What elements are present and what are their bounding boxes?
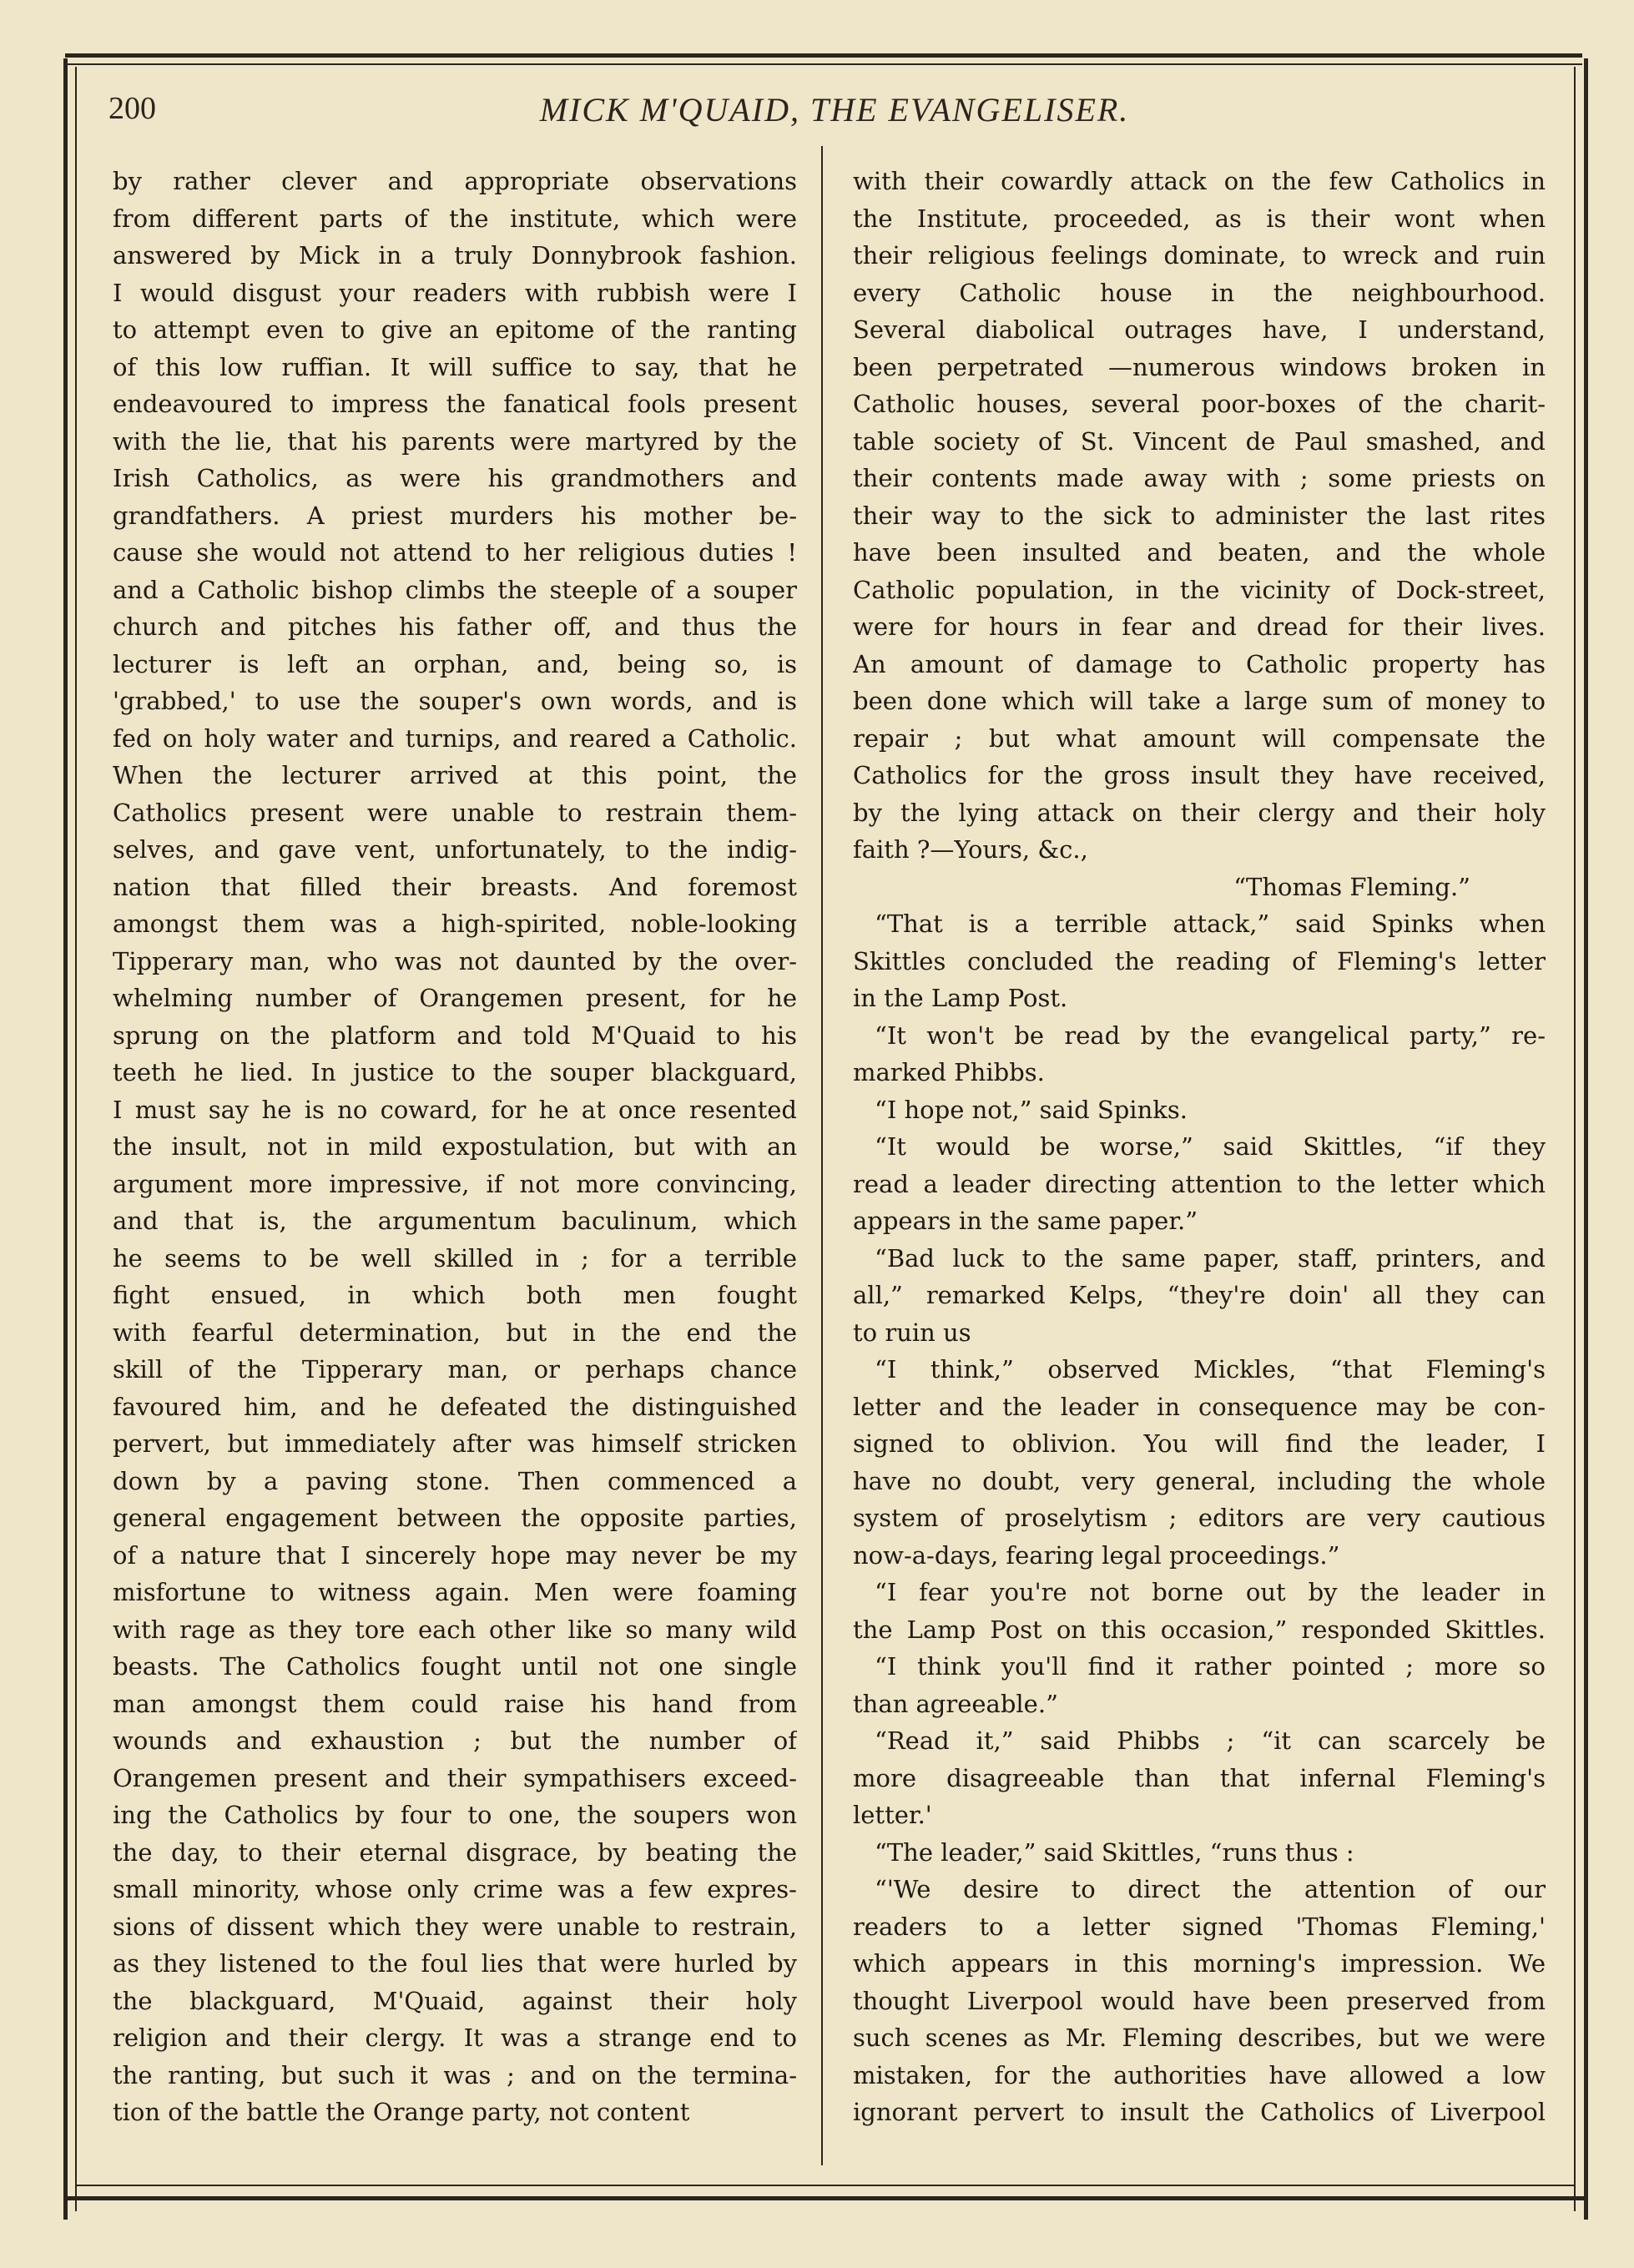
text-line: skill of the Tipperary man, or perhaps chance [113,1355,797,1383]
text-line: have been insulted and beaten, and the whole [853,538,1546,567]
text-line: signed to oblivion. You will find the leader, I [853,1429,1546,1458]
text-line: have no doubt, very general, including the whole [853,1466,1546,1495]
text-line: which appears in this morning's impression. We [853,1949,1546,1978]
text-line: I must say he is no coward, for he at once resented [113,1095,797,1124]
text-line: of this low ruffian. It will suffice to say, that he [113,352,797,381]
text-line: the day, to their eternal disgrace, by beating the [113,1837,797,1867]
bottom-border-rule [65,2196,1586,2200]
text-line: their contents made away with ; some priests on [853,464,1546,492]
text-line: were for hours in fear and dread for their lives. [853,612,1546,641]
text-line: Catholic population, in the vicinity of Dock-street, [853,575,1546,604]
text-line: “It won't be read by the evangelical party,” re- [875,1021,1546,1050]
text-line: and that is, the argumentum baculinum, which [113,1207,797,1235]
text-line: amongst them was a high-spirited, noble-looking [113,910,797,938]
text-line: nation that filled their breasts. And foremost [113,872,797,901]
text-line: letter.' [853,1801,932,1829]
text-line: system of proselytism ; editors are very cautious [853,1504,1546,1532]
text-line: Catholic houses, several poor-boxes of the charit- [853,390,1546,418]
top-border-rule [65,53,1582,58]
text-line: Catholics present were unable to restrain them- [113,798,797,827]
text-line: answered by Mick in a truly Donnybrook fashion. [113,241,797,270]
text-line: sprung on the platform and told M'Quaid to his [113,1021,797,1050]
text-line: grandfathers. A priest murders his mother be- [113,501,797,530]
text-line: the blackguard, M'Quaid, against their holy [113,1986,797,2015]
text-line: faith ?—Yours, &c., [853,835,1088,864]
text-line: every Catholic house in the neighbourhood. [853,278,1546,307]
right-text-column [853,163,1546,2131]
text-line: cause she would not attend to her religious duties ! [113,538,797,567]
text-line: ignorant pervert to insult the Catholics of Liverpool [853,2098,1546,2126]
text-line: tion of the battle the Orange party, not content [113,2098,690,2126]
text-line: Tipperary man, who was not daunted by the over- [113,946,797,975]
text-line: Orangemen present and their sympathisers exceed- [113,1763,797,1792]
text-line: as they listened to the foul lies that were hurled by [113,1949,797,1978]
text-line: “I fear you're not borne out by the leader in [875,1578,1546,1606]
text-line: to ruin us [853,1318,971,1347]
text-line: Skittles concluded the reading of Fleming's letter [853,946,1546,975]
text-line: by rather clever and appropriate observations [113,167,797,195]
text-line: selves, and gave vent, unfortunately, to the indig- [113,835,797,864]
text-line: An amount of damage to Catholic property has [853,649,1546,678]
text-line: “I hope not,” said Spinks. [875,1095,1188,1124]
text-line: more disagreeable than that infernal Fleming's [853,1763,1546,1792]
text-line: “That is a terrible attack,” said Spinks when [875,910,1546,938]
left-text-column [113,163,797,2131]
text-line: pervert, but immediately after was himself stricken [113,1429,797,1458]
text-line: argument more impressive, if not more convincing, [113,1169,797,1198]
text-line: religion and their clergy. It was a strange end to [113,2024,797,2052]
text-line: Irish Catholics, as were his grandmothers and [113,464,797,492]
text-line: with rage as they tore each other like so many wild [113,1615,797,1644]
text-line: in the Lamp Post. [853,984,1068,1012]
text-line: I would disgust your readers with rubbish were I [113,278,797,307]
text-line: their religious feelings dominate, to wreck and ruin [853,241,1546,270]
text-line: “The leader,” said Skittles, “runs thus : [875,1837,1354,1867]
page-number: 200 [108,91,156,126]
text-line: endeavoured to impress the fanatical fools present [113,390,797,418]
text-line: mistaken, for the authorities have allowed a low [853,2060,1546,2089]
text-line: such scenes as Mr. Fleming describes, but we were [853,2024,1546,2052]
text-line: and a Catholic bishop climbs the steeple of a souper [113,575,797,604]
text-line: the insult, not in mild expostulation, but with an [113,1132,797,1161]
text-line: lecturer is left an orphan, and, being so, is [113,649,797,678]
text-line: favoured him, and he defeated the distinguished [113,1392,797,1421]
text-line: read a leader directing attention to the letter which [853,1169,1546,1198]
text-line: the Institute, proceeded, as is their wont when [853,204,1546,233]
text-line: “It would be worse,” said Skittles, “if they [875,1132,1546,1161]
bottom-border-inner-rule [75,2185,1576,2186]
text-line: Several diabolical outrages have, I understand, [853,315,1546,344]
column-divider [821,146,823,2165]
text-line: “'We desire to direct the attention of our [875,1875,1546,1903]
text-line: fight ensued, in which both men fought [113,1281,797,1309]
text-line: he seems to be well skilled in ; for a terrible [113,1243,797,1273]
text-line: sions of dissent which they were unable to restrain, [113,1912,797,1941]
text-line: table society of St. Vincent de Paul smashed, and [853,426,1546,456]
text-line: their way to the sick to administer the last rites [853,501,1546,530]
text-line: When the lecturer arrived at this point, the [113,761,797,789]
text-line: the Lamp Post on this occasion,” responded Skittles. [853,1615,1546,1644]
text-line: 'grabbed,' to use the souper's own words, and is [113,687,797,715]
text-line: Catholics for the gross insult they have received, [853,761,1546,789]
text-line: ing the Catholics by four to one, the soupers won [113,1801,797,1829]
text-line: whelming number of Orangemen present, for he [113,984,797,1012]
text-line: than agreeable.” [853,1689,1058,1718]
text-line: to attempt even to give an epitome of the ranting [113,315,797,344]
text-line: repair ; but what amount will compensate the [853,723,1546,753]
text-line: beasts. The Catholics fought until not one single [113,1652,797,1681]
text-line: “Read it,” said Phibbs ; “it can scarcely be [875,1726,1546,1755]
right-border-inner-rule [1574,67,1576,2211]
text-line: of a nature that I sincerely hope may never be my [113,1540,797,1570]
text-line: been done which will take a large sum of money to [853,687,1546,715]
text-line: general engagement between the opposite parties, [113,1504,797,1532]
text-line: teeth he lied. In justice to the souper blackguard, [113,1058,797,1086]
running-header [108,90,1561,140]
text-line: marked Phibbs. [853,1058,1045,1086]
text-line: man amongst them could raise his hand from [113,1689,797,1718]
text-line: “I think,” observed Mickles, “that Fleming's [875,1355,1546,1383]
top-border-inner-rule [65,63,1582,65]
text-line: thought Liverpool would have been preserved from [853,1986,1546,2015]
text-line: church and pitches his father off, and thus the [113,612,797,641]
text-line: fed on holy water and turnips, and reared a Catholic. [113,723,797,753]
running-title: MICK M'QUAID, THE EVANGELISER. [539,91,1130,129]
text-line: from different parts of the institute, which were [113,204,797,233]
text-line: all,” remarked Kelps, “they're doin' all they can [853,1281,1546,1309]
text-line: appears in the same paper.” [853,1207,1198,1235]
text-line: small minority, whose only crime was a few expres- [113,1875,797,1903]
text-line: with fearful determination, but in the end the [113,1318,797,1347]
text-line: letter and the leader in consequence may be con- [853,1392,1546,1421]
text-line: with their cowardly attack on the few Catholics in [853,167,1546,195]
text-line: “I think you'll find it rather pointed ; more so [875,1652,1546,1681]
text-line: with the lie, that his parents were martyred by the [113,426,797,456]
text-line: the ranting, but such it was ; and on the termina- [113,2060,797,2089]
text-line: wounds and exhaustion ; but the number of [113,1726,797,1755]
right-border-rule [1584,58,1588,2220]
text-line: “Bad luck to the same paper, staff, printers, and [875,1243,1546,1273]
text-line: down by a paving stone. Then commenced a [113,1466,797,1495]
left-border-rule [63,58,68,2220]
text-line: misfortune to witness again. Men were foaming [113,1578,797,1606]
text-line: now-a-days, fearing legal proceedings.” [853,1540,1340,1570]
left-border-inner-rule [75,67,77,2211]
text-line: “Thomas Fleming.” [1233,872,1470,901]
text-line: by the lying attack on their clergy and their holy [853,798,1546,827]
text-line: been perpetrated —numerous windows broken in [853,352,1546,381]
text-line: readers to a letter signed 'Thomas Fleming,' [853,1912,1546,1941]
